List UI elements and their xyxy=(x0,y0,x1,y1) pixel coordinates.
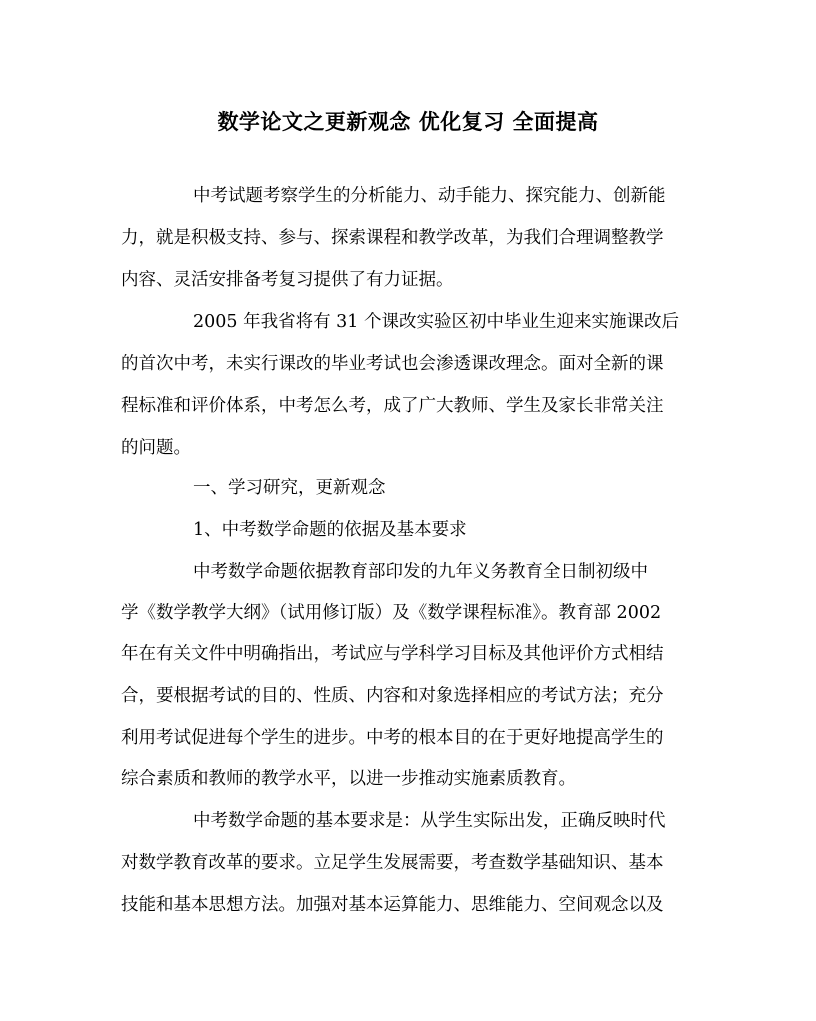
paragraph-line: 技能和基本思想方法。加强对基本运算能力、思维能力、空间观念以及 xyxy=(121,895,664,915)
section-heading: 一、学习研究，更新观念 xyxy=(193,478,386,498)
paragraph-line: 合，要根据考试的目的、性质、内容和对象选择相应的考试方法；充分 xyxy=(121,686,664,706)
paragraph-line: 程标准和评价体系，中考怎么考，成了广大教师、学生及家长非常关注 xyxy=(121,396,664,416)
paragraph-line: 年在有关文件中明确指出，考试应与学科学习目标及其他评价方式相结 xyxy=(121,644,664,664)
paragraph-line: 中考数学命题依据教育部印发的九年义务教育全日制初级中 xyxy=(193,562,648,582)
paragraph-line: 综合素质和教师的教学水平，以进一步推动实施素质教育。 xyxy=(121,769,576,789)
paragraph-line: 2005 年我省将有 31 个课改实验区初中毕业生迎来实施课改后 xyxy=(193,312,679,332)
paragraph-line: 的首次中考，未实行课改的毕业考试也会渗透课改理念。面对全新的课 xyxy=(121,354,664,374)
paragraph-line: 对数学教育改革的要求。立足学生发展需要，考查数学基础知识、基本 xyxy=(121,853,664,873)
paragraph-line: 中考试题考察学生的分析能力、动手能力、探究能力、创新能 xyxy=(193,186,666,206)
paragraph-line: 内容、灵活安排备考复习提供了有力证据。 xyxy=(121,270,454,290)
paragraph-line: 的问题。 xyxy=(121,438,191,458)
paragraph-line: 中考数学命题的基本要求是：从学生实际出发，正确反映时代 xyxy=(193,811,666,831)
paragraph-line: 学《数学教学大纲》（试用修订版）及《数学课程标准》。教育部 2002 xyxy=(121,603,662,623)
subsection-heading: 1、中考数学命题的依据及基本要求 xyxy=(193,520,467,540)
paragraph-line: 力，就是积极支持、参与、探索课程和教学改革，为我们合理调整教学 xyxy=(121,228,664,248)
paragraph-line: 利用考试促进每个学生的进步。中考的根本目的在于更好地提高学生的 xyxy=(121,728,664,748)
document-title: 数学论文之更新观念 优化复习 全面提高 xyxy=(217,109,599,134)
